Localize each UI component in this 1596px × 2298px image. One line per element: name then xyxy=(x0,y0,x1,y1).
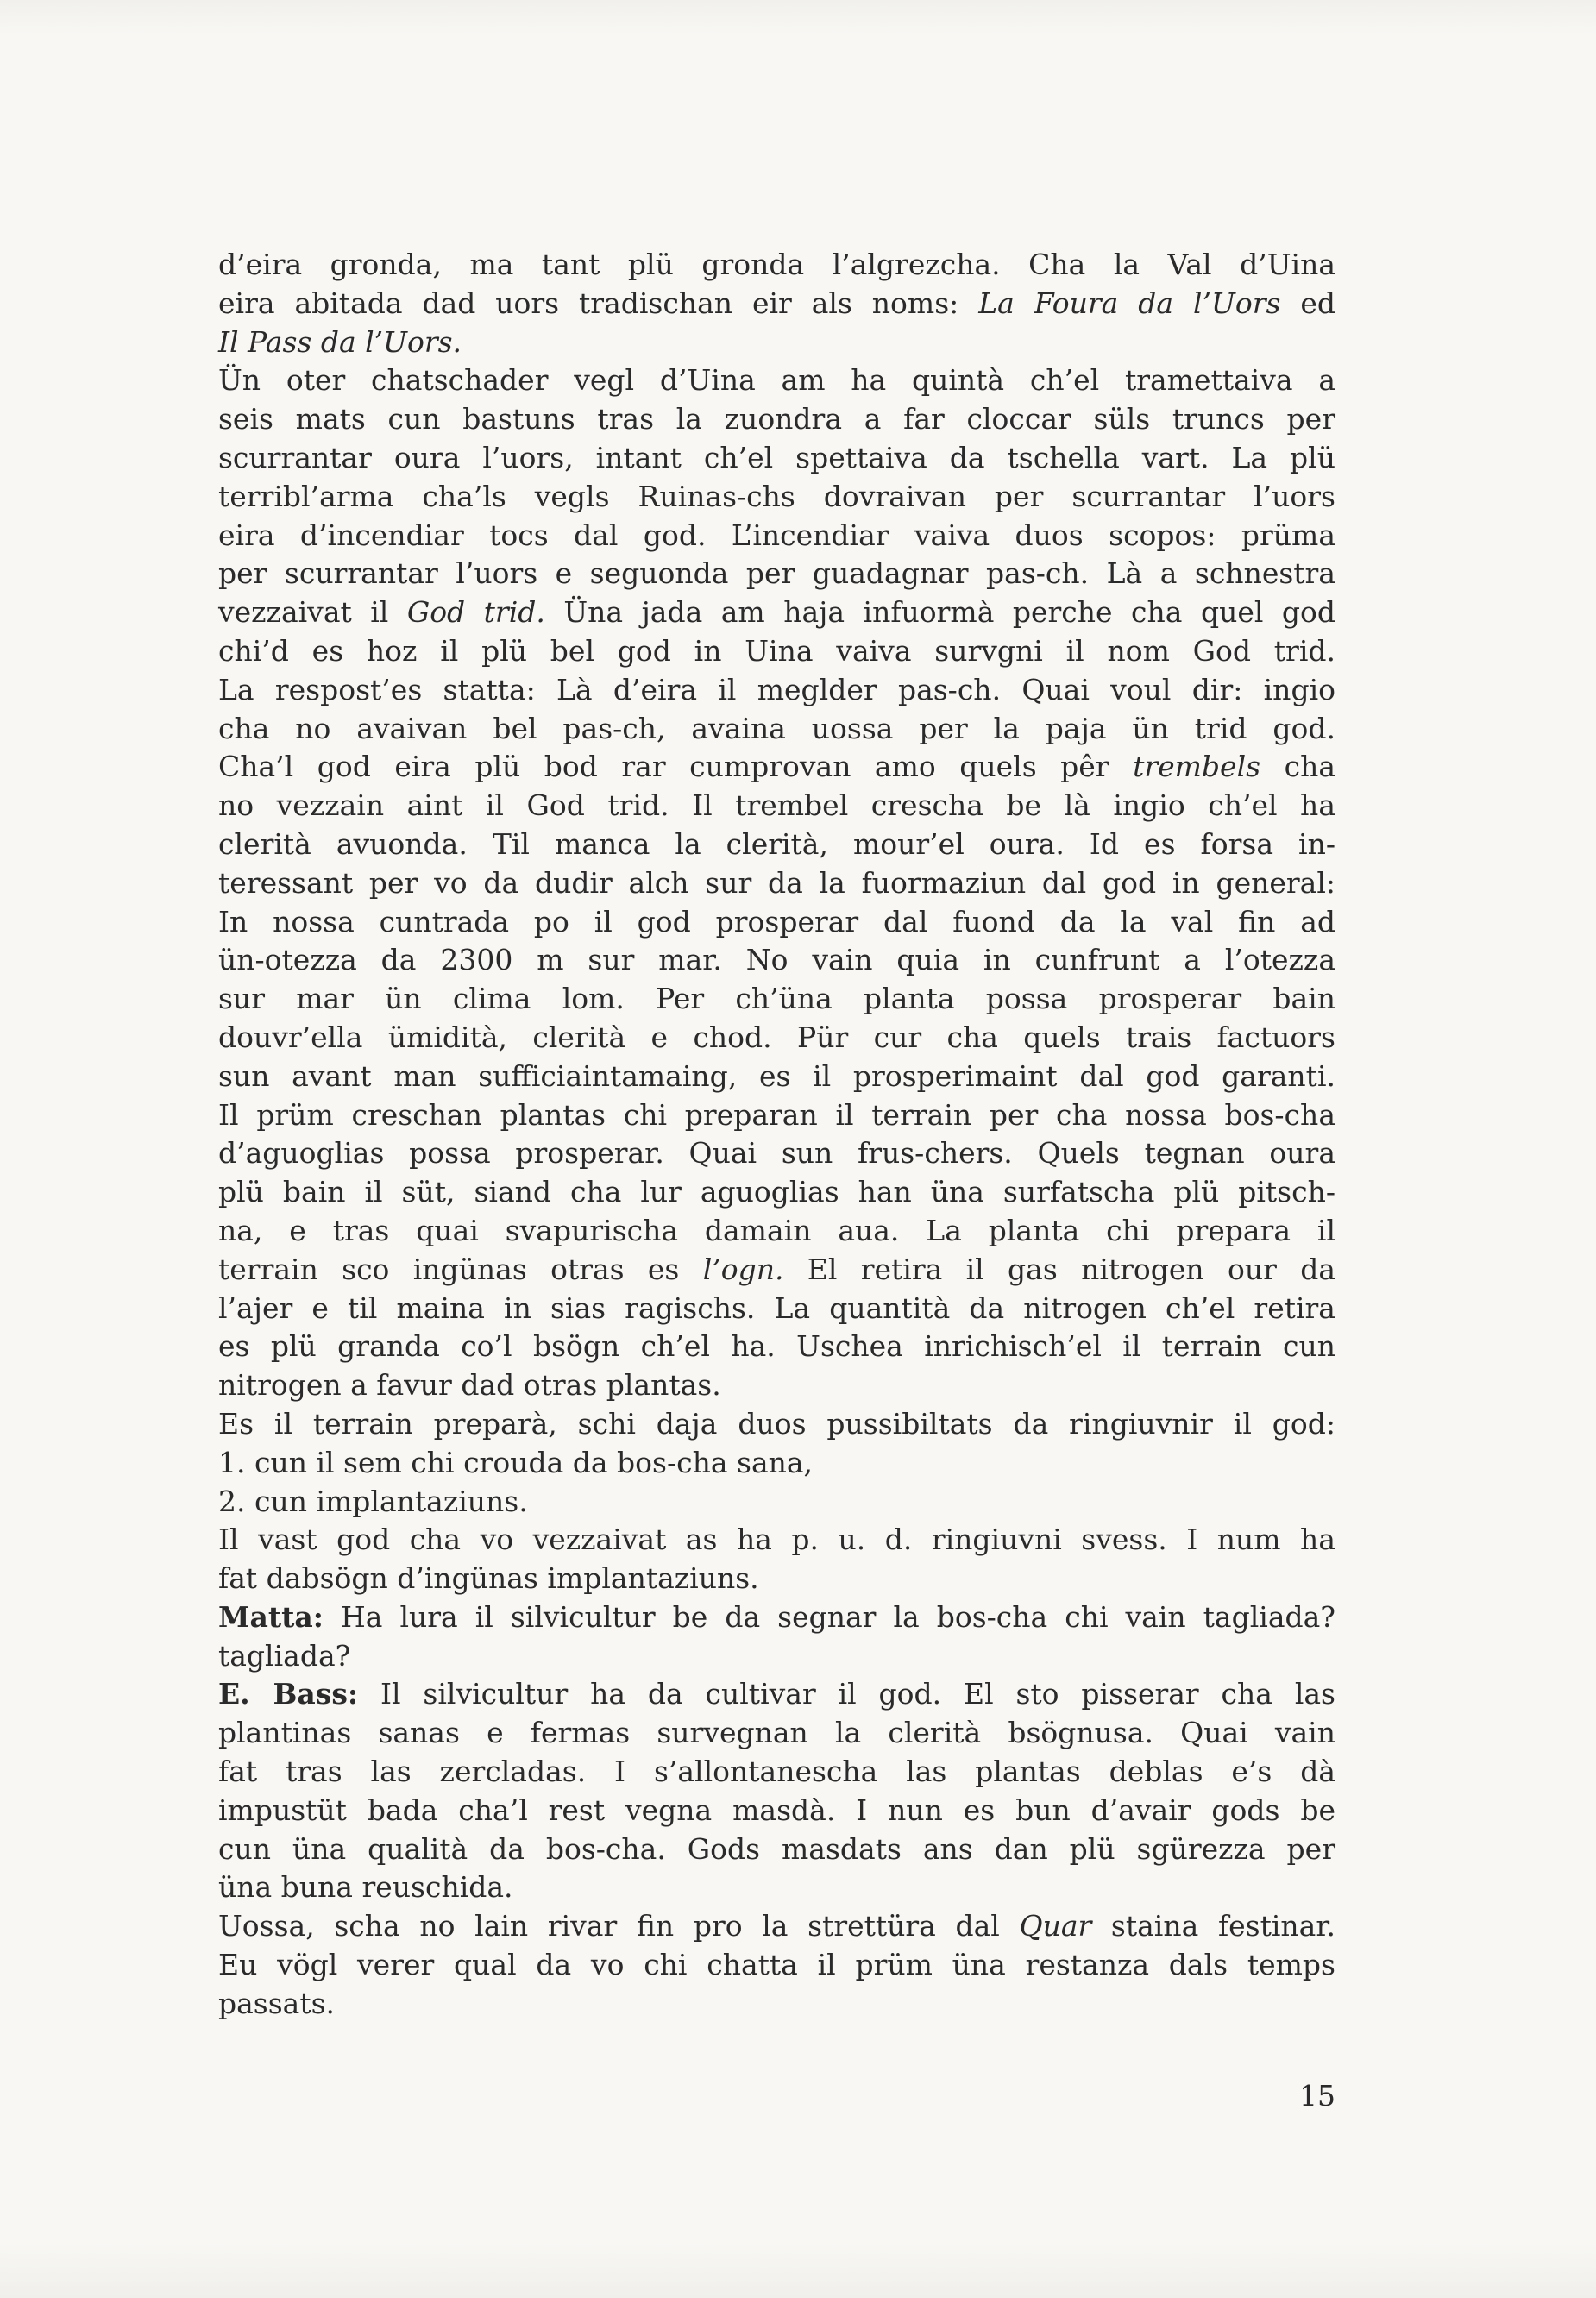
text-segment: Il vast god cha vo vezzaivat as ha p. u. d. ringiuvni svess. I num ha xyxy=(218,1523,1335,1557)
text-line xyxy=(218,400,1335,439)
text-line xyxy=(218,1290,1335,1328)
text-segment: Il prüm creschan plantas chi preparan il terrain per cha nossa bos-cha xyxy=(218,1097,1335,1132)
text-line xyxy=(218,1946,1335,1985)
text-line xyxy=(218,361,1335,400)
text-segment: plü bain il süt, siand cha lur aguoglias han üna surfatscha plü pitsch- xyxy=(218,1175,1335,1209)
text-segment: ed xyxy=(1280,286,1335,320)
text-line xyxy=(218,632,1335,671)
text-segment: staina festinar. xyxy=(1091,1909,1335,1943)
text-segment: terrain sco ingünas otras es xyxy=(218,1252,703,1286)
text-line xyxy=(218,1405,1335,1444)
text-line xyxy=(218,710,1335,749)
text-line xyxy=(218,1019,1335,1058)
text-line xyxy=(218,671,1335,710)
text-segment: 1. cun il sem chi crouda da bos-cha sana, xyxy=(218,1445,814,1479)
text-segment: douvr’ella ümidità, clerità e chod. Pür cur cha quels trais factuors xyxy=(218,1020,1335,1054)
text-segment: nitrogen a favur dad otras plantas. xyxy=(218,1368,721,1403)
body-text xyxy=(218,246,1335,2024)
text-line xyxy=(218,748,1335,787)
text-segment: cha xyxy=(1260,750,1335,784)
text-segment: fat tras las zercladas. I s’allontanescha las plantas deblas e’s dà xyxy=(218,1755,1335,1789)
italic-term: Quar xyxy=(1019,1909,1092,1943)
text-line xyxy=(218,323,1335,362)
italic-term: trembels xyxy=(1133,750,1261,784)
text-line xyxy=(218,826,1335,864)
text-line xyxy=(218,1792,1335,1830)
text-segment: Eu vögl verer qual da vo chi chatta il prüm üna restanza dals temps xyxy=(218,1948,1335,1982)
text-line xyxy=(218,903,1335,942)
text-segment: Ha lura il silvicultur be da segnar la bos-cha chi vain tagliada? xyxy=(323,1599,1335,1634)
text-segment: Cha’l god eira plü bod rar cumprovan amo quels pêr xyxy=(218,750,1134,784)
text-line xyxy=(218,1907,1335,1946)
text-segment: per scurrantar l’uors e seguonda per guadagnar pas-ch. Là a schnestra xyxy=(218,556,1335,591)
text-segment: 2. cun implantaziuns. xyxy=(218,1484,528,1518)
text-segment: Es il terrain preparà, schi daja duos pussibiltats da ringiuvnir il god: xyxy=(218,1406,1335,1441)
text-segment: La respost’es statta: Là d’eira il meglder pas-ch. Quai voul dir: ingio xyxy=(218,672,1335,706)
text-line xyxy=(218,1521,1335,1560)
text-segment: tagliada? xyxy=(218,1638,351,1673)
text-segment: Ün oter chatschader vegl d’Uina am ha quintà ch’el tramettaiva a xyxy=(218,363,1335,398)
text-segment: El retira il gas nitrogen our da xyxy=(783,1252,1335,1286)
text-line xyxy=(218,593,1335,632)
text-line xyxy=(218,1560,1335,1598)
italic-term: God trid. xyxy=(406,595,545,630)
text-segment: ün-otezza da 2300 m sur mar. No vain quia in cunfrunt a l’otezza xyxy=(218,943,1335,977)
text-segment: In nossa cuntrada po il god prosperar dal fuond da la val fin ad xyxy=(218,904,1335,939)
text-line xyxy=(218,1830,1335,1869)
text-segment: eira d’incendiar tocs dal god. L’incendiar vaiva duos scopos: prüma xyxy=(218,518,1335,552)
speaker-label: Matta: xyxy=(218,1599,324,1634)
text-segment: es plü granda co’l bsögn ch’el ha. Uschea inrichisch’el il terrain cun xyxy=(218,1329,1335,1364)
text-line xyxy=(218,1328,1335,1366)
text-line xyxy=(218,517,1335,556)
text-segment: chi’d es hoz il plü bel god in Uina vaiva survgni il nom God trid. xyxy=(218,633,1335,668)
text-line xyxy=(218,1251,1335,1290)
text-segment: d’aguoglias possa prosperar. Quai sun frus-chers. Quels tegnan oura xyxy=(218,1136,1335,1171)
text-segment: teressant per vo da dudir alch sur da la fuormaziun dal god in general: xyxy=(218,865,1335,900)
text-line xyxy=(218,1096,1335,1135)
text-line xyxy=(218,1598,1335,1637)
text-line xyxy=(218,941,1335,980)
text-segment: sur mar ün clima lom. Per ch’üna planta possa prosperar bain xyxy=(218,982,1335,1016)
text-segment: impustüt bada cha’l rest vegna masdà. I nun es bun d’avair gods be xyxy=(218,1793,1335,1827)
text-segment: sun avant man sufficiaintamaing, es il prosperimaint dal god garanti. xyxy=(218,1058,1335,1093)
text-segment: na, e tras quai svapurischa damain aua. La planta chi prepara il xyxy=(218,1213,1335,1247)
text-segment: scurrantar oura l’uors, intant ch’el spettaiva da tschella vart. La plü xyxy=(218,440,1335,474)
text-line xyxy=(218,1753,1335,1792)
text-segment: terribl’arma cha’ls vegls Ruinas-chs dovraivan per scurrantar l’uors xyxy=(218,479,1335,513)
text-line xyxy=(218,439,1335,478)
text-line xyxy=(218,1366,1335,1405)
text-line xyxy=(218,285,1335,323)
italic-term: l’ogn. xyxy=(702,1252,784,1286)
text-line xyxy=(218,1868,1335,1907)
text-line xyxy=(218,555,1335,593)
text-line xyxy=(218,980,1335,1019)
text-segment: Uossa, scha no lain rivar fin pro la strettüra dal xyxy=(218,1909,1020,1943)
text-line xyxy=(218,1483,1335,1522)
text-segment: l’ajer e til maina in sias ragischs. La quantità da nitrogen ch’el retira xyxy=(218,1290,1335,1325)
page-number: 15 xyxy=(1299,2079,1335,2113)
text-segment: eira abitada dad uors tradischan eir als noms: xyxy=(218,286,979,320)
text-segment: seis mats cun bastuns tras la zuondra a far cloccar süls truncs per xyxy=(218,402,1335,436)
text-segment: Üna jada am haja infuormà perche cha quel god xyxy=(544,595,1335,630)
text-line xyxy=(218,246,1335,285)
text-line xyxy=(218,478,1335,517)
text-line xyxy=(218,1134,1335,1173)
text-segment: passats. xyxy=(218,1986,336,2020)
text-segment: no vezzain aint il God trid. Il trembel crescha be là ingio ch’el ha xyxy=(218,788,1335,823)
text-line xyxy=(218,1675,1335,1714)
speaker-label: E. Bass: xyxy=(218,1677,359,1711)
text-line xyxy=(218,1985,1335,2024)
text-segment: clerità avuonda. Til manca la clerità, mour’el oura. Id es forsa in- xyxy=(218,826,1335,861)
text-line xyxy=(218,1173,1335,1212)
text-segment: Il silvicultur ha da cultivar il god. El sto pisserar cha las xyxy=(358,1677,1335,1711)
text-line xyxy=(218,1212,1335,1251)
italic-term: Il Pass da l’Uors. xyxy=(218,324,462,359)
text-segment: cun üna qualità da bos-cha. Gods masdats ans dan plü sgürezza per xyxy=(218,1831,1335,1866)
text-segment: cha no avaivan bel pas-ch, avaina uossa per la paja ün trid god. xyxy=(218,711,1335,745)
text-line xyxy=(218,1444,1335,1483)
text-line xyxy=(218,864,1335,903)
text-segment: üna buna reuschida. xyxy=(218,1870,513,1905)
text-segment: d’eira gronda, ma tant plü gronda l’algrezcha. Cha la Val d’Uina xyxy=(218,248,1335,281)
text-line xyxy=(218,1714,1335,1753)
text-line xyxy=(218,1637,1335,1676)
italic-term: La Foura da l’Uors xyxy=(978,286,1281,320)
text-line xyxy=(218,1058,1335,1096)
text-line xyxy=(218,787,1335,826)
text-segment: fat dabsögn d’ingünas implantaziuns. xyxy=(218,1561,759,1596)
text-segment: plantinas sanas e fermas survegnan la clerità bsögnusa. Quai vain xyxy=(218,1716,1335,1750)
text-segment: vezzaivat il xyxy=(218,595,407,630)
